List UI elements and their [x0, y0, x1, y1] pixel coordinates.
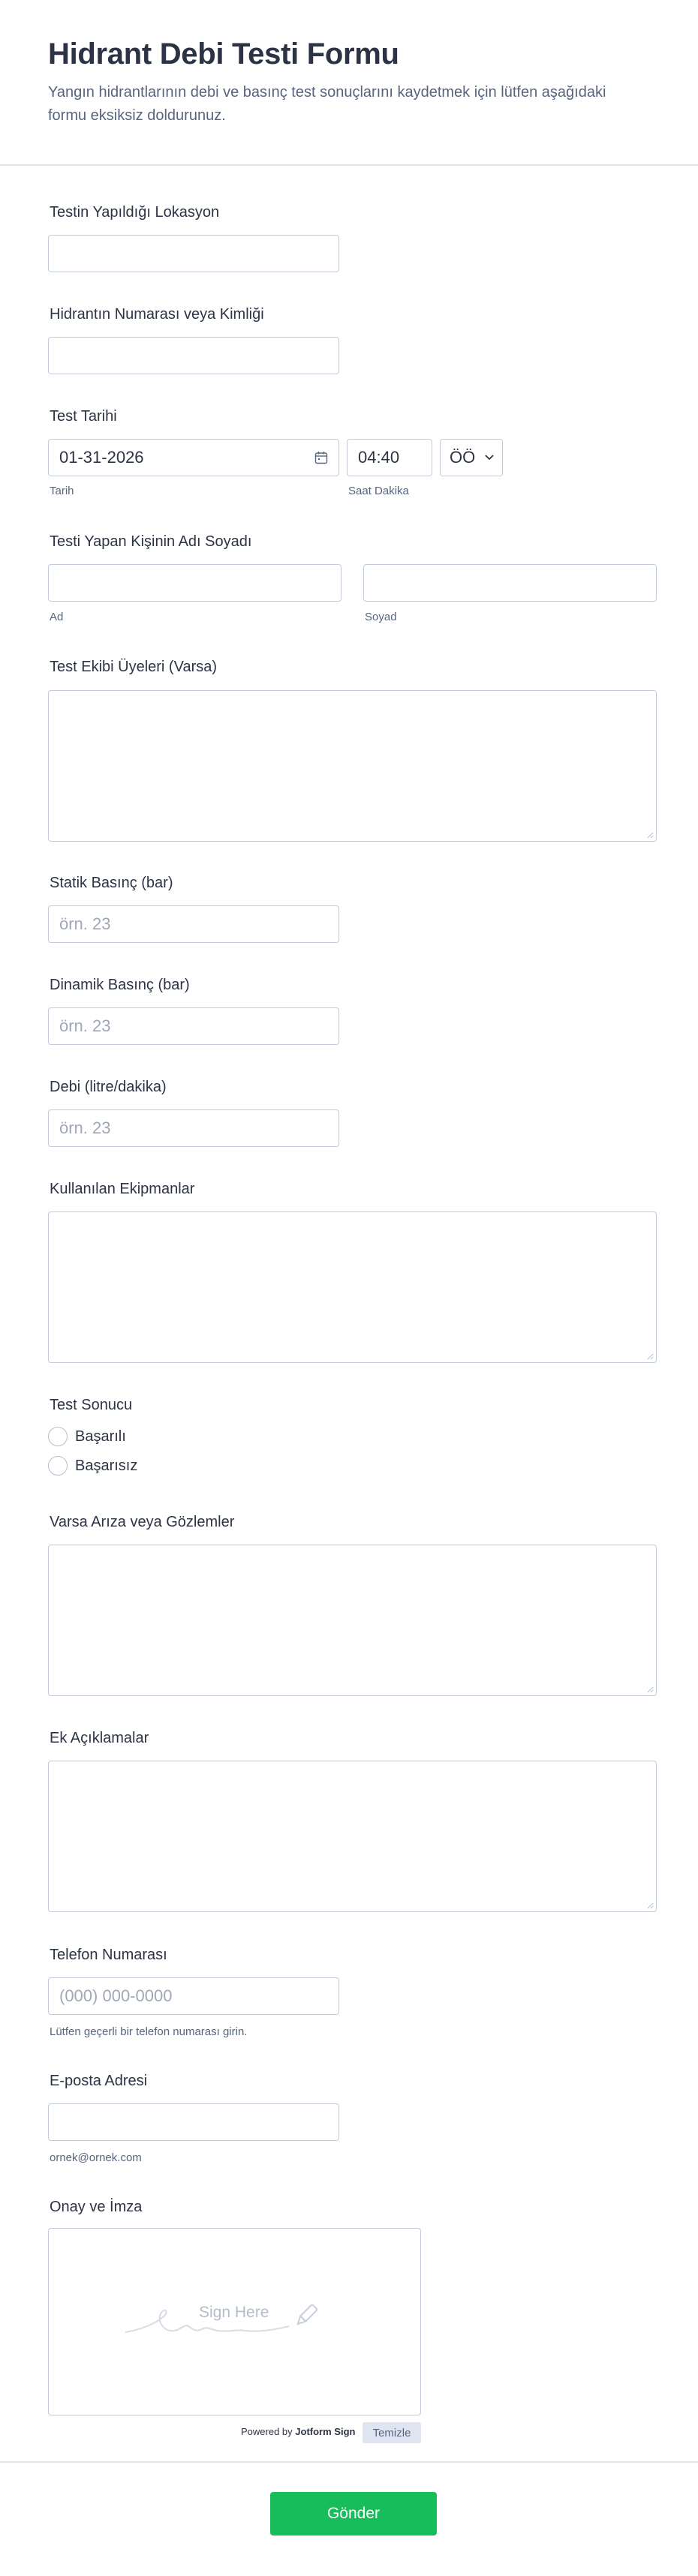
phone-label: Telefon Numarası	[50, 1947, 167, 1963]
signature-placeholder: Sign Here	[199, 2304, 269, 2321]
notes-label: Ek Açıklamalar	[50, 1730, 149, 1746]
phone-input[interactable]	[48, 1977, 339, 2015]
form-subtitle: Yangın hidrantlarının debi ve basınç test sonuçlarını kaydetmek için lütfen aşağıdaki formu eksiksiz doldurunuz.	[48, 84, 606, 124]
hydrant-id-label: Hidrantın Numarası veya Kimliği	[50, 306, 264, 323]
faults-label: Varsa Arıza veya Gözlemler	[50, 1514, 235, 1530]
phone-sublabel: Lütfen geçerli bir telefon numarası girin.	[50, 2025, 248, 2038]
radio-option-failure[interactable]	[48, 1456, 137, 1476]
resize-handle-icon[interactable]	[646, 831, 654, 839]
powered-brand: Jotform Sign	[295, 2426, 356, 2437]
first-name-input[interactable]	[48, 564, 341, 602]
submit-button[interactable]: Gönder	[270, 2492, 437, 2535]
hydrant-id-input[interactable]	[48, 337, 339, 374]
equipment-textarea[interactable]	[48, 1211, 657, 1363]
radio-button[interactable]	[48, 1427, 68, 1446]
signature-pad[interactable]	[48, 2228, 421, 2415]
powered-prefix: Powered by	[241, 2426, 293, 2437]
faults-textarea[interactable]	[48, 1545, 657, 1696]
team-textarea[interactable]	[48, 690, 657, 842]
flow-label: Debi (litre/dakika)	[50, 1079, 167, 1095]
email-sublabel: ornek@ornek.com	[50, 2151, 142, 2164]
location-label: Testin Yapıldığı Lokasyon	[50, 204, 220, 221]
static-pressure-input[interactable]	[48, 905, 339, 943]
form-header	[0, 0, 698, 166]
radio-option-success[interactable]	[48, 1427, 126, 1446]
last-name-input[interactable]	[363, 564, 657, 602]
date-input[interactable]	[48, 439, 339, 476]
email-label: E-posta Adresi	[50, 2073, 148, 2089]
test-date-label: Test Tarihi	[50, 408, 117, 425]
clear-signature-button[interactable]: Temizle	[363, 2422, 421, 2443]
static-pressure-label: Statik Basınç (bar)	[50, 875, 173, 891]
footer-divider	[0, 2461, 698, 2463]
radio-label-success: Başarılı	[75, 1428, 126, 1445]
flow-input[interactable]	[48, 1109, 339, 1147]
calendar-icon[interactable]	[314, 451, 328, 464]
time-sublabel: Saat Dakika	[348, 485, 409, 497]
time-input[interactable]	[347, 439, 432, 476]
equipment-label: Kullanılan Ekipmanlar	[50, 1181, 195, 1197]
dynamic-pressure-label: Dinamik Basınç (bar)	[50, 977, 190, 993]
time-value: 04:40	[358, 448, 400, 467]
location-input[interactable]	[48, 235, 339, 272]
date-sublabel: Tarih	[50, 485, 74, 497]
resize-handle-icon[interactable]	[646, 1902, 654, 1909]
test-result-label: Test Sonucu	[50, 1397, 133, 1413]
signature-label: Onay ve İmza	[50, 2199, 143, 2215]
static-pressure-placeholder: örn. 23	[59, 914, 111, 933]
chevron-down-icon	[484, 454, 495, 461]
email-input[interactable]	[48, 2103, 339, 2141]
resize-handle-icon[interactable]	[646, 1686, 654, 1693]
ampm-select[interactable]	[440, 439, 503, 476]
date-value: 01-31-2026	[59, 448, 144, 467]
ampm-value: ÖÖ	[450, 448, 476, 467]
form-title: Hidrant Debi Testi Formu	[48, 38, 399, 71]
tester-name-label: Testi Yapan Kişinin Adı Soyadı	[50, 533, 252, 550]
phone-placeholder: (000) 000-0000	[59, 1986, 173, 2005]
notes-textarea[interactable]	[48, 1761, 657, 1912]
flow-placeholder: örn. 23	[59, 1118, 111, 1137]
radio-button[interactable]	[48, 1456, 68, 1476]
powered-by	[241, 2426, 355, 2437]
first-name-sublabel: Ad	[50, 611, 64, 623]
team-label: Test Ekibi Üyeleri (Varsa)	[50, 659, 218, 675]
resize-handle-icon[interactable]	[646, 1353, 654, 1360]
last-name-sublabel: Soyad	[365, 611, 397, 623]
dynamic-pressure-input[interactable]	[48, 1007, 339, 1045]
dynamic-pressure-placeholder: örn. 23	[59, 1016, 111, 1035]
radio-label-failure: Başarısız	[75, 1457, 138, 1474]
